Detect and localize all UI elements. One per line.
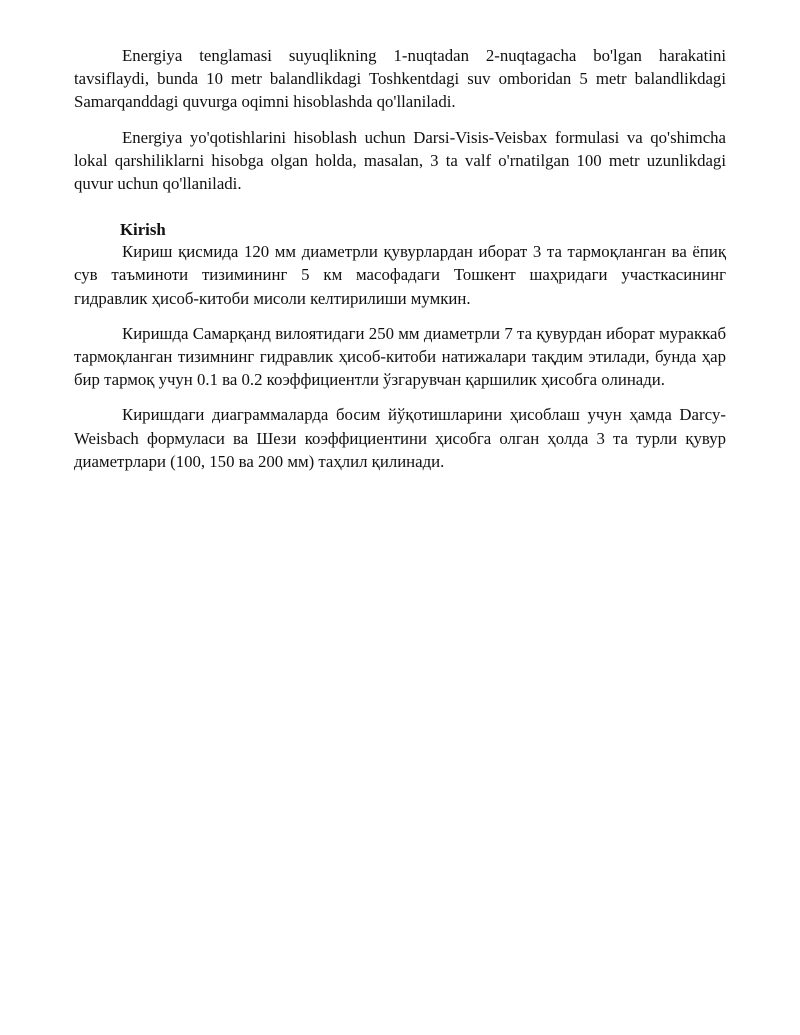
- paragraph-intro-results: Киришда Самарқанд вилоятидаги 250 мм диаметрли 7 та қувурдан иборат мураккаб тармоқланган тизимнинг гидравлик ҳисоб-китоби натижалари тақдим этилади, бунда ҳар бир тармоқ учун 0.1 ва 0.2 коэффициентли ўзгарувчан қаршилик ҳисобга олинади.: [74, 323, 726, 390]
- paragraph-energy-equation: Energiya tenglamasi suyuqlikning 1-nuqtadan 2-nuqtagacha bo'lgan harakatini tavsiflaydi, bunda 10 metr balandlikdagi Toshkentdagi suv omboridan 5 metr balandlikdagi Samarqanddagi quvurga oqimni hisoblashda qo'llaniladi.: [74, 46, 726, 112]
- document-page: [74, 44, 726, 473]
- paragraph-intro-example: Кириш қисмида 120 мм диаметрли қувурлардан иборат 3 та тармоқланган ва ёпиқ сув таъминоти тизимининг 5 км масофадаги Тошкент шаҳридаги участкасининг гидравлик ҳисоб-китоби мисоли келтирилиши мумкин.: [74, 242, 726, 308]
- section-heading-kirish: Kirish: [120, 220, 166, 240]
- paragraph-intro-diagrams: Киришдаги диаграммаларда босим йўқотишларини ҳисоблаш учун ҳамда Darcy-Weisbach формуласи ва Шези коэффициентини ҳисобга олган ҳолда 3 та турли қувур диаметрлари (100, 150 ва 200 мм) таҳлил қилинади.: [74, 405, 726, 471]
- paragraph-energy-losses: Energiya yo'qotishlarini hisoblash uchun Darsi-Visis-Veisbax formulasi va qo'shimcha lokal qarshiliklarni hisobga olgan holda, masalan, 3 ta valf o'rnatilgan 100 metr uzunlikdagi quvur uchun qo'llaniladi.: [74, 127, 726, 194]
